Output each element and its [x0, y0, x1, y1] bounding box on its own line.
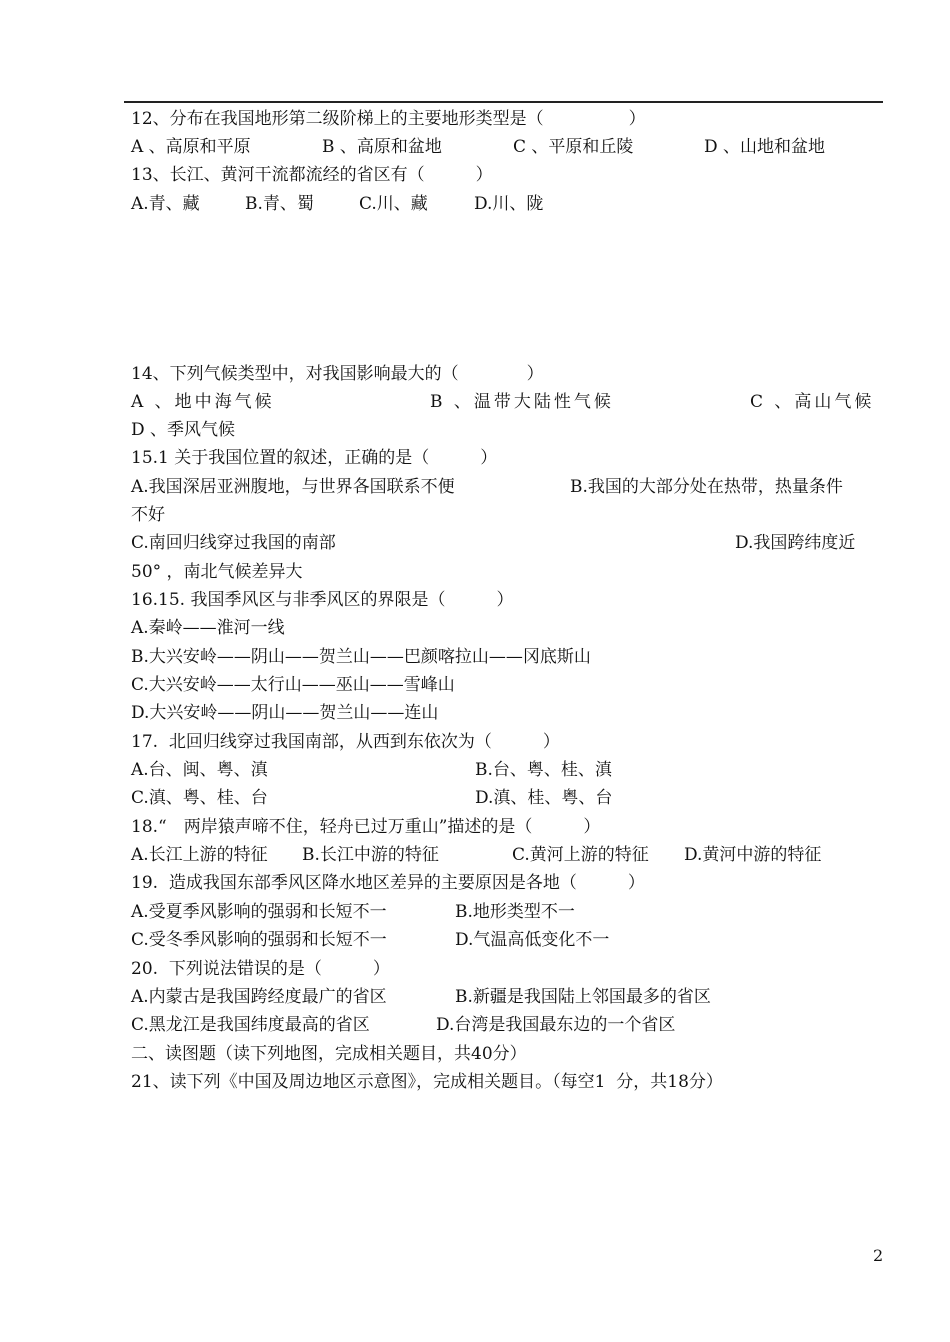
q19-option-b: B.地形类型不一 [455, 902, 575, 922]
q16-option-c: C.大兴安岭——太行山——巫山——雪峰山 [131, 675, 455, 695]
q20-option-d: D.台湾是我国最东边的一个省区 [436, 1015, 676, 1035]
q15-option-a: A.我国深居亚洲腹地，与世界各国联系不便 [131, 477, 455, 497]
q20-stem: 20. 下列说法错误的是（ ） [131, 959, 390, 979]
q15-stem: 15.1 关于我国位置的叙述，正确的是（ ） [131, 448, 498, 468]
q16-option-a: A.秦岭——淮河一线 [131, 618, 285, 638]
q13-option-a: A.青、藏 [131, 194, 200, 214]
page-number: 2 [873, 1246, 884, 1265]
q16-option-d: D.大兴安岭——阴山——贺兰山——连山 [131, 703, 439, 723]
q14-option-c: C 、高山气候 [750, 392, 875, 412]
q12-option-d: D 、山地和盆地 [704, 137, 826, 157]
q17-option-a: A.台、闽、粤、滇 [131, 760, 268, 780]
q14-stem: 14、下列气候类型中，对我国影响最大的（ ） [131, 364, 544, 384]
q19-option-d: D.气温高低变化不一 [455, 930, 610, 950]
q14-option-b: B 、温带大陆性气候 [430, 392, 614, 412]
q13-option-c: C.川、藏 [359, 194, 428, 214]
q18-option-b: B.长江中游的特征 [302, 845, 439, 865]
q15-option-b-line2: 不好 [131, 505, 165, 525]
q17-option-c: C.滇、粤、桂、台 [131, 788, 268, 808]
q15-option-d-line2: 50° ，南北气候差异大 [131, 562, 303, 582]
q14-option-d: D 、季风气候 [131, 420, 236, 440]
q18-option-c: C.黄河上游的特征 [512, 845, 649, 865]
q17-option-b: B.台、粤、桂、滇 [475, 760, 612, 780]
q14-option-a: A 、地中海气候 [131, 392, 275, 412]
q13-option-d: D.川、陇 [474, 194, 544, 214]
q15-option-c: C.南回归线穿过我国的南部 [131, 533, 336, 553]
q15-option-d-line1: D.我国跨纬度近 [735, 533, 856, 553]
q18-stem: 18.“ 两岸猿声啼不住，轻舟已过万重山”描述的是（ ） [131, 817, 601, 837]
q17-option-d: D.滇、桂、粤、台 [475, 788, 613, 808]
q20-option-c: C.黑龙江是我国纬度最高的省区 [131, 1015, 370, 1035]
header-rule [124, 101, 883, 103]
q13-option-b: B.青、蜀 [245, 194, 314, 214]
q18-option-d: D.黄河中游的特征 [684, 845, 822, 865]
section-heading: 二、读图题（读下列地图，完成相关题目，共40分） [131, 1044, 527, 1064]
q19-option-a: A.受夏季风影响的强弱和长短不一 [131, 902, 387, 922]
q12-option-a: A 、高原和平原 [131, 137, 251, 157]
q12-stem: 12、分布在我国地形第二级阶梯上的主要地形类型是（ ） [131, 109, 646, 129]
q19-stem: 19. 造成我国东部季风区降水地区差异的主要原因是各地（ ） [131, 873, 645, 893]
q15-option-b-line1: B.我国的大部分处在热带，热量条件 [570, 477, 843, 497]
q18-option-a: A.长江上游的特征 [131, 845, 268, 865]
q17-stem: 17. 北回归线穿过我国南部，从西到东依次为（ ） [131, 732, 560, 752]
q21-stem: 21、读下列《中国及周边地区示意图》，完成相关题目。（每空1 分，共18分） [131, 1072, 723, 1092]
q16-option-b: B.大兴安岭——阴山——贺兰山——巴颜喀拉山——冈底斯山 [131, 647, 591, 667]
q16-stem: 16.15. 我国季风区与非季风区的界限是（ ） [131, 590, 514, 610]
q12-option-c: C 、平原和丘陵 [513, 137, 634, 157]
q13-stem: 13、长江、黄河干流都流经的省区有（ ） [131, 165, 493, 185]
q19-option-c: C.受冬季风影响的强弱和长短不一 [131, 930, 387, 950]
q12-option-b: B 、高原和盆地 [322, 137, 442, 157]
q20-option-a: A.内蒙古是我国跨经度最广的省区 [131, 987, 387, 1007]
q20-option-b: B.新疆是我国陆上邻国最多的省区 [455, 987, 711, 1007]
